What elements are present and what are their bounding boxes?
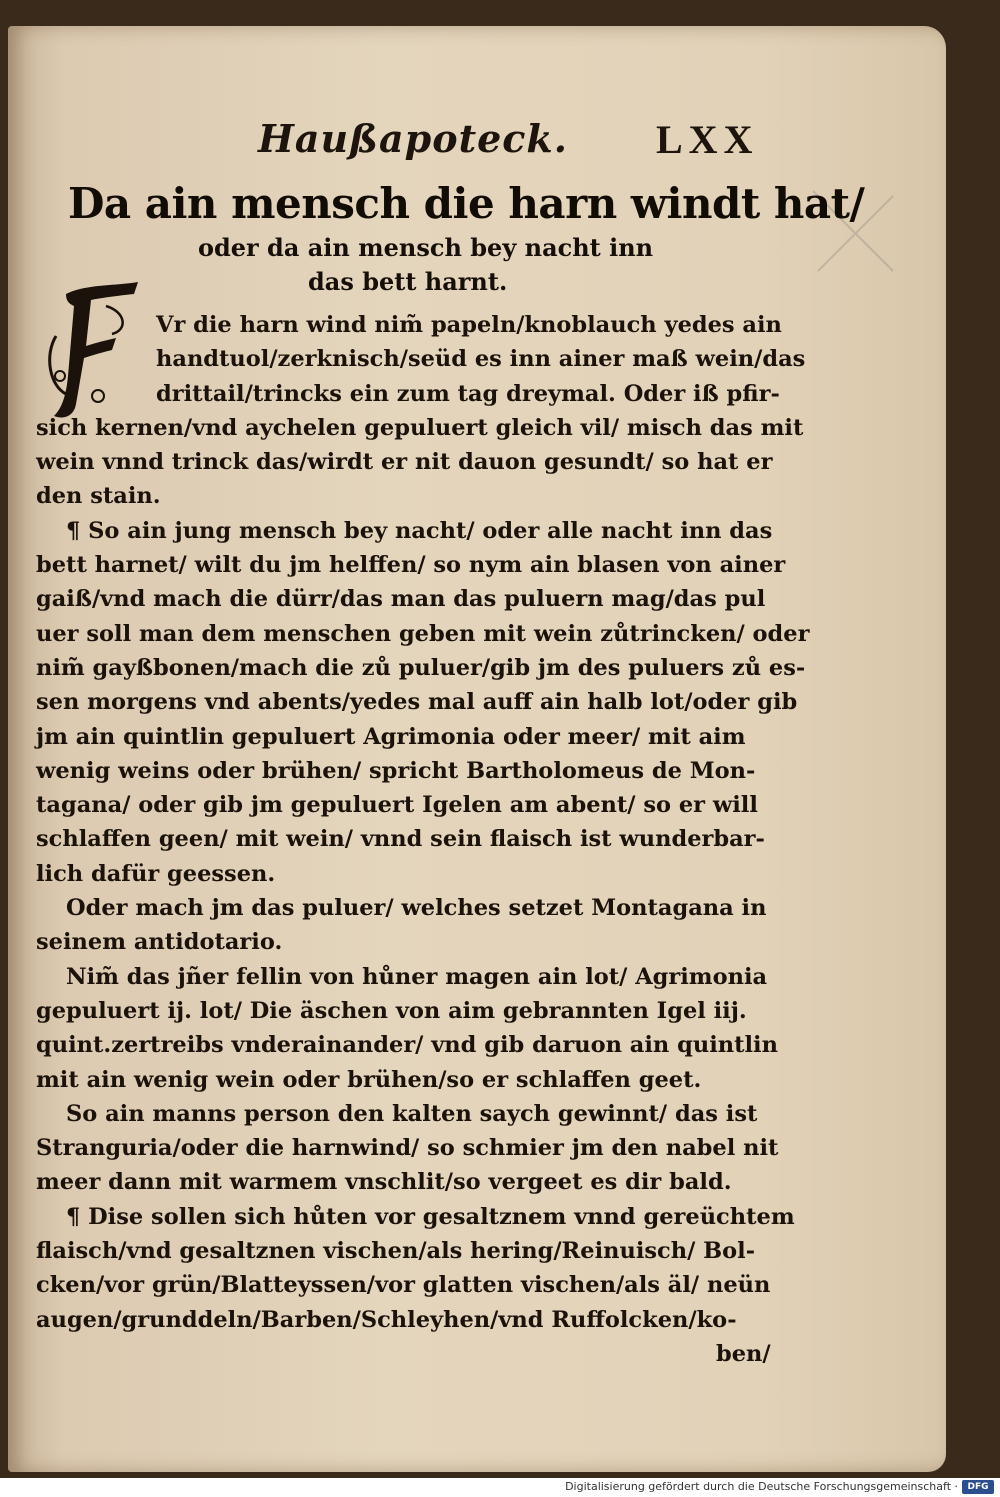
- running-title: Haußapoteck.: [258, 116, 568, 161]
- text-line: nim̃ gayßbonen/mach die zů puluer/gib jm des puluers zů es-: [36, 654, 806, 681]
- text-line: wenig weins oder brühen/ spricht Bartholomeus de Mon-: [36, 757, 756, 784]
- text-line: jm ain quintlin gepuluert Agrimonia oder meer/ mit aim: [36, 723, 746, 750]
- digitization-credit: Digitalisierung gefördert durch die Deutsche Forschungsgemeinschaft ·: [565, 1480, 958, 1493]
- text-line: tagana/ oder gib jm gepuluert Igelen am abent/ so er will: [36, 792, 758, 819]
- text-line: Oder mach jm das puluer/ welches setzet Montagana in: [66, 895, 767, 922]
- text-line: uer soll man dem menschen geben mit wein zůtrincken/ oder: [36, 620, 810, 647]
- text-line: sich kernen/vnd aychelen gepuluert gleich vil/ misch das mit: [36, 414, 804, 441]
- text-line: Stranguria/oder die harnwind/ so schmier jm den nabel nit: [36, 1135, 779, 1162]
- text-line: ben/: [716, 1340, 771, 1367]
- chapter-subheading: [198, 231, 758, 299]
- text-line: handtuol/zerknisch/seüd es inn ainer maß wein/das: [156, 346, 806, 373]
- text-line: mit ain wenig wein oder brühen/so er schlaffen geet.: [36, 1066, 702, 1093]
- dfg-logo: DFG: [962, 1480, 994, 1494]
- running-head: [8, 116, 946, 166]
- chapter-heading: Da ain mensch die harn windt hat/: [68, 179, 865, 228]
- text-line: den stain.: [36, 483, 161, 510]
- text-line: meer dann mit warmem vnschlit/so vergeet es dir bald.: [36, 1169, 732, 1196]
- text-line: quint.zertreibs vnderainander/ vnd gib daruon ain quintlin: [36, 1032, 778, 1059]
- subheading-line: das bett harnt.: [308, 267, 508, 296]
- text-line: Nim̃ das jñer fellin von hůner magen ain lot/ Agrimonia: [66, 963, 768, 990]
- text-line: augen/grunddeln/Barben/Schleyhen/vnd Ruffolcken/ko-: [36, 1306, 737, 1333]
- text-line: So ain manns person den kalten saych gewinnt/ das ist: [66, 1100, 758, 1127]
- text-line: schlaffen geen/ mit wein/ vnnd sein flaisch ist wunderbar-: [36, 826, 765, 853]
- body-text: [36, 308, 810, 1371]
- text-line: seinem antidotario.: [36, 929, 283, 956]
- text-line: gaiß/vnd mach die dürr/das man das puluern mag/das pul: [36, 586, 766, 613]
- text-line: cken/vor grün/Blatteyssen/vor glatten vischen/als äl/ neün: [36, 1272, 771, 1299]
- book-page: [8, 26, 946, 1472]
- text-line: Vr die harn wind nim̃ papeln/knoblauch yedes ain: [156, 312, 782, 338]
- text-line: drittail/trincks ein zum tag dreymal. Oder iß pfir-: [156, 380, 780, 407]
- text-line: ¶ So ain jung mensch bey nacht/ oder alle nacht inn das: [66, 517, 773, 544]
- text-line: flaisch/vnd gesaltznen vischen/als hering/Reinuisch/ Bol-: [36, 1238, 756, 1265]
- folio-number: LXX: [656, 117, 759, 162]
- text-line: bett harnet/ wilt du jm helffen/ so nym ain blasen von ainer: [36, 552, 786, 579]
- text-line: ¶ Dise sollen sich hůten vor gesaltznem vnnd gereüchtem: [66, 1203, 795, 1230]
- text-line: lich dafür geessen.: [36, 860, 276, 887]
- text-line: sen morgens vnd abents/yedes mal auff ain halb lot/oder gib: [36, 689, 798, 716]
- subheading-line: oder da ain mensch bey nacht inn: [198, 233, 654, 262]
- text-line: gepuluert ij. lot/ Die äschen von aim gebrannten Igel iij.: [36, 997, 747, 1024]
- text-line: wein vnnd trinck das/wirdt er nit dauon gesundt/ so hat er: [36, 449, 773, 476]
